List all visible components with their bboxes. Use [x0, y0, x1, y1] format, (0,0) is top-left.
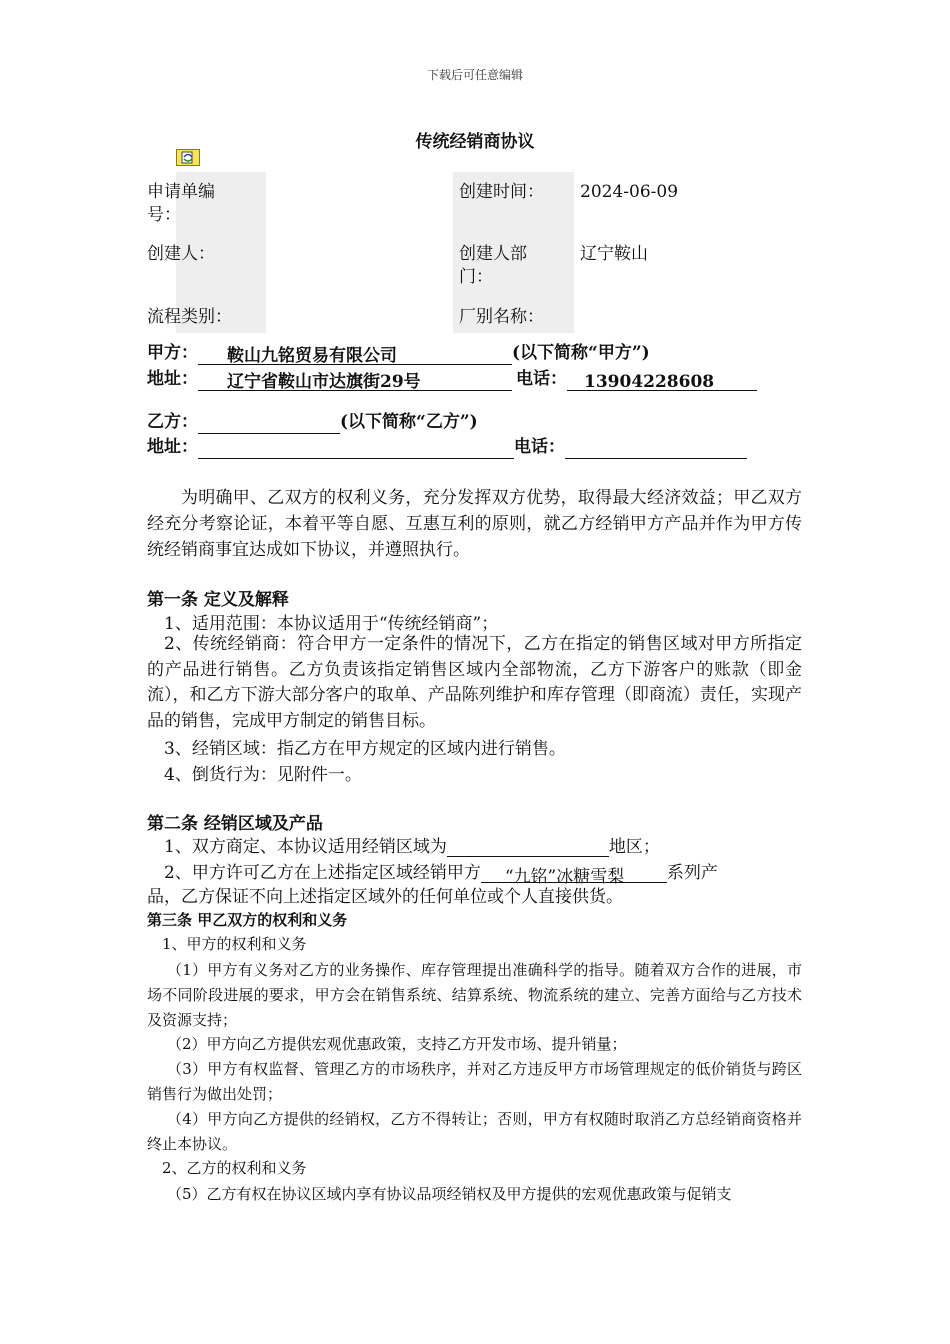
party-a-name: 鞍山九铭贸易有限公司 — [198, 344, 512, 365]
creator-label: 创建人： — [147, 244, 215, 264]
party-b-line — [147, 410, 478, 434]
product-name: “九铭”冰糖雪梨 — [481, 862, 667, 883]
article-3-p3: （3）甲方有权监督、管理乙方的市场秩序，并对乙方违反甲方市场管理规定的低价销货与跨区销售行为做出处罚； — [147, 1060, 802, 1103]
party-a-address: 辽宁省鞍山市达旗街29号 — [198, 370, 512, 391]
party-a-line — [147, 341, 650, 365]
party-b-name-blank — [198, 413, 340, 434]
article-3-p1: （1）甲方有义务对乙方的业务操作、库存管理提出准确科学的指导。随着双方合作的进展，市场不同阶段进展的要求，甲方会在销售系统、结算系统、物流系统的建立、完善方面给与乙方技术及资源支持； — [147, 961, 802, 1029]
party-a-tel: 13904228608 — [567, 370, 757, 391]
article-2-item-2: 2、甲方许可乙方在上述指定区域经销甲方 “九铭”冰糖雪梨 系列产 — [164, 863, 718, 887]
created-time-value: 2024-06-09 — [580, 182, 679, 202]
article-1-item-2: 2、传统经销商：符合甲方一定条件的情况下，乙方在指定的销售区域对甲方所指定的产品进行销售。乙方负责该指定销售区域内全部物流，乙方下游客户的账款（即金流），和乙方下游大部分客户的取单、产品陈列维护和库存管理（即商流）责任，实现产品的销售，完成甲方制定的销售目标。 — [147, 634, 802, 731]
article-2-item-1: 1、双方商定、本协议适用经销区域为 地区； — [164, 837, 660, 857]
party-b-tel-blank — [565, 438, 747, 459]
article-3-p2: （2）甲方向乙方提供宏观优惠政策，支持乙方开发市场、提升销量； — [167, 1035, 627, 1053]
party-a-tel-label: 电话： — [516, 369, 567, 389]
creator-dept-label: 创建人部 门： — [459, 244, 527, 287]
party-b-addr-label: 地址： — [147, 437, 198, 457]
party-a-short: (以下简称“甲方”) — [512, 343, 650, 363]
article-3-p4: （4）甲方向乙方提供的经销权，乙方不得转让；否则，甲方有权随时取消乙方总经销商资格并终止本协议。 — [147, 1110, 802, 1153]
party-b-label: 乙方： — [147, 412, 198, 432]
article-1-title: 第一条 定义及解释 — [147, 590, 289, 610]
creator-dept-value: 辽宁鞍山 — [580, 244, 648, 264]
party-b-address-blank — [198, 438, 514, 459]
party-a-label: 甲方： — [147, 343, 198, 363]
app-no-label: 申请单编 号： — [147, 182, 215, 225]
article-3-sub-2: 2、乙方的权利和义务 — [162, 1159, 307, 1177]
party-a-addr-label: 地址： — [147, 369, 198, 389]
region-blank — [447, 836, 609, 857]
created-time-label: 创建时间： — [459, 182, 544, 202]
header-note: 下载后可任意编辑 — [426, 68, 523, 82]
article-1-item-1: 1、适用范围：本协议适用于“传统经销商”； — [164, 614, 499, 634]
article-2-item-2-cont: 品，乙方保证不向上述指定区域外的任何单位或个人直接供货。 — [147, 887, 623, 907]
intro-paragraph: 为明确甲、乙双方的权利义务，充分发挥双方优势，取得最大经济效益；甲乙双方经充分考察论证，本着平等自愿、互惠互利的原则，就乙方经销甲方产品并作为甲方传统经销商事宜达成如下协议，并遵照执行。 — [147, 488, 802, 560]
flow-type-label: 流程类别： — [147, 307, 232, 327]
document-icon — [176, 149, 200, 166]
party-a-address-line — [147, 367, 757, 391]
factory-label: 厂别名称： — [459, 307, 544, 327]
article-3-sub-1: 1、甲方的权利和义务 — [162, 935, 307, 953]
document-title: 传统经销商协议 — [415, 132, 535, 152]
party-b-tel-label: 电话： — [514, 437, 565, 457]
article-3-p5: （5）乙方有权在协议区域内享有协议品项经销权及甲方提供的宏观优惠政策与促销支 — [167, 1185, 732, 1203]
party-b-short: (以下简称“乙方”) — [340, 412, 478, 432]
party-b-address-line — [147, 435, 747, 459]
article-2-title: 第二条 经销区域及产品 — [147, 814, 323, 834]
article-1-item-4: 4、倒货行为：见附件一。 — [164, 765, 362, 785]
article-1-item-3: 3、经销区域：指乙方在甲方规定的区域内进行销售。 — [164, 739, 566, 759]
article-3-title: 第三条 甲乙双方的权利和义务 — [147, 911, 348, 929]
